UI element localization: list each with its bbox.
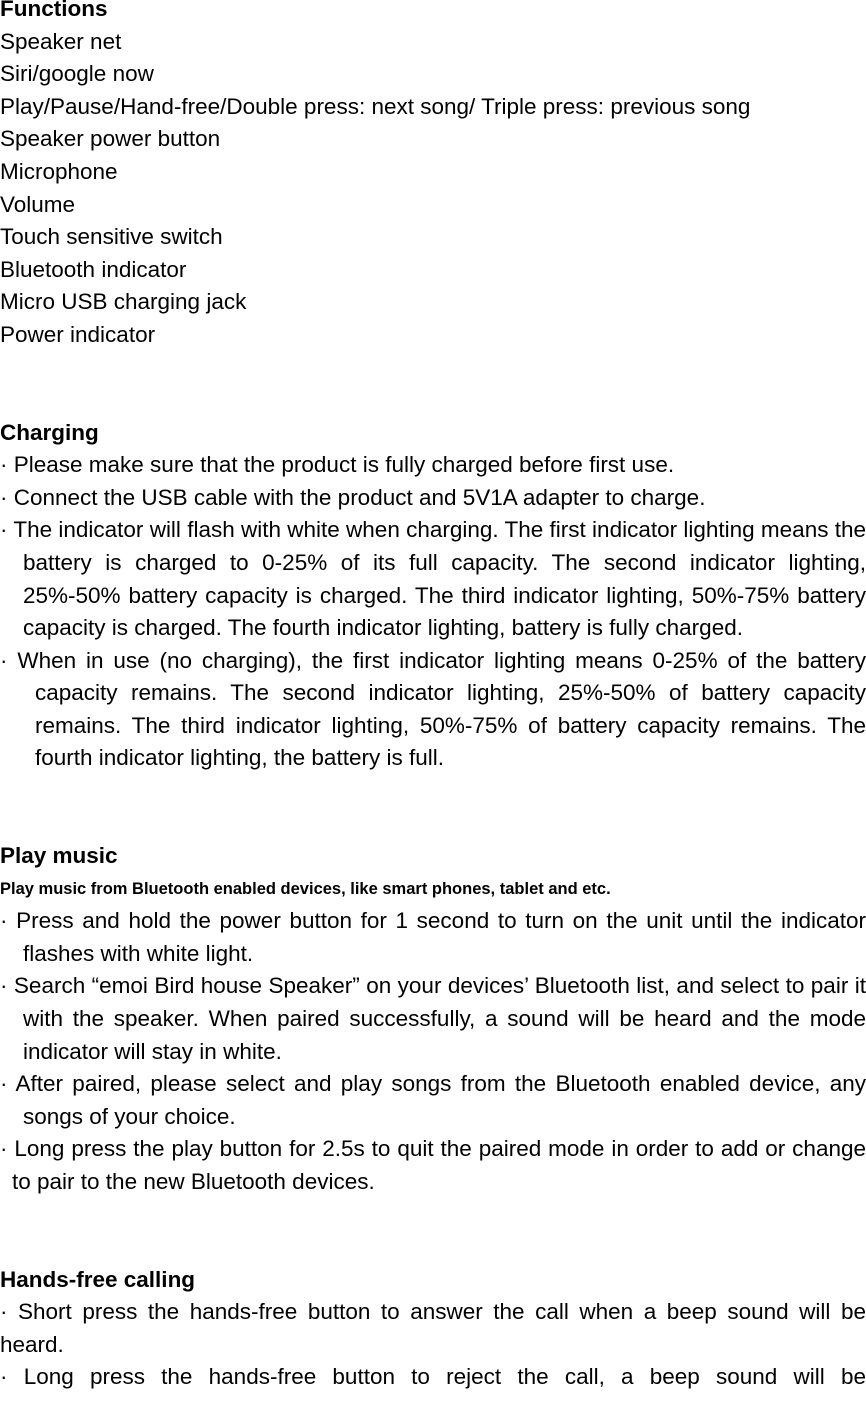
function-item-power-indicator: Power indicator xyxy=(0,321,156,347)
hands-free-bullet-answer: · Short press the hands-free button to answer the call when a beep sound will be heard. xyxy=(0,1299,866,1357)
play-music-bullet-play-songs: · After paired, please select and play songs from the Bluetooth enabled device, any songs of your choice. xyxy=(0,1071,866,1129)
play-music-heading: Play music xyxy=(0,843,118,869)
function-item-power-button: Speaker power button xyxy=(0,126,221,152)
charging-bullet-connect-usb: · Connect the USB cable with the product and 5V1A adapter to charge. xyxy=(0,484,706,510)
charging-heading: Charging xyxy=(0,419,99,445)
function-item-speaker-net: Speaker net xyxy=(0,28,122,54)
play-music-subtitle: Play music from Bluetooth enabled devices, like smart phones, tablet and etc. xyxy=(0,879,611,898)
function-item-volume: Volume xyxy=(0,191,76,217)
charging-bullet-indicator-in-use: · When in use (no charging), the first indicator lighting means 0-25% of the battery capacity remains. The second indicator lighting, 25%-50% of battery capacity remains. The third indicator lighting, 50%-75% of battery capacity remains. The fourth indicator lighting, the battery is full. xyxy=(0,647,866,771)
functions-section xyxy=(0,0,866,352)
functions-heading: Functions xyxy=(0,0,108,21)
section-spacer xyxy=(0,352,866,417)
function-item-bluetooth-indicator: Bluetooth indicator xyxy=(0,256,187,282)
hands-free-bullet-reject: · Long press the hands-free button to reject the call, a beep sound will be xyxy=(0,1364,866,1390)
function-item-siri: Siri/google now xyxy=(0,61,154,87)
play-music-bullet-pairing: · Search “emoi Bird house Speaker” on your devices’ Bluetooth list, and select to pair it with the speaker. When paired successfully, a sound will be heard and the mode indicator will stay in white. xyxy=(0,973,866,1064)
section-spacer xyxy=(0,775,866,840)
function-item-microphone: Microphone xyxy=(0,158,118,184)
play-music-section xyxy=(0,840,866,1199)
play-music-bullet-power-on: · Press and hold the power button for 1 second to turn on the unit until the indicator flashes with white light. xyxy=(0,908,866,966)
charging-section xyxy=(0,417,866,776)
hands-free-section xyxy=(0,1264,866,1394)
function-item-usb-jack: Micro USB charging jack xyxy=(0,289,247,315)
play-music-bullet-quit-pairing: · Long press the play button for 2.5s to quit the paired mode in order to add or change to pair to the new Bluetooth devices. xyxy=(0,1136,866,1194)
section-spacer xyxy=(0,1199,866,1264)
charging-bullet-full-charge: · Please make sure that the product is fully charged before first use. xyxy=(0,452,675,478)
hands-free-heading: Hands-free calling xyxy=(0,1266,196,1292)
function-item-play-pause: Play/Pause/Hand-free/Double press: next song/ Triple press: previous song xyxy=(0,93,751,119)
function-item-touch-switch: Touch sensitive switch xyxy=(0,224,223,250)
charging-bullet-indicator-charging: · The indicator will flash with white when charging. The first indicator lighting means the battery is charged to 0-25% of its full capacity. The second indicator lighting, 25%-50% battery capacity is charged. The third indicator lighting, 50%-75% battery capacity is charged. The fourth indicator lighting, battery is fully charged. xyxy=(0,517,866,641)
